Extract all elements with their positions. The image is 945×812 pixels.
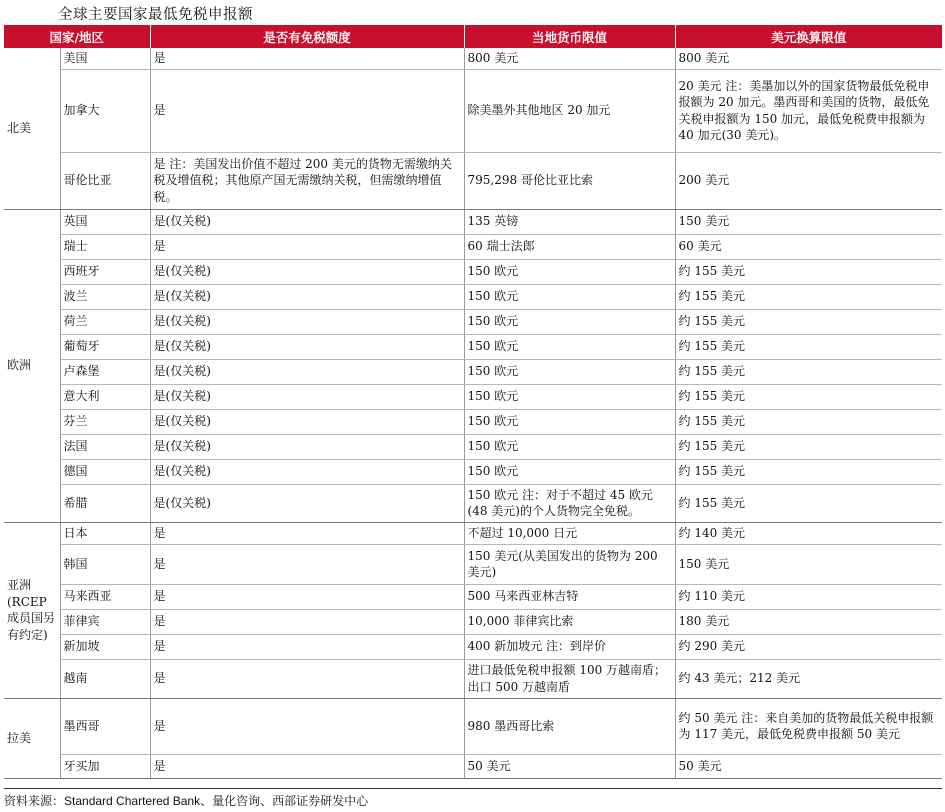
exempt-cell: 是 [150, 698, 464, 754]
table-row [4, 152, 942, 209]
usd-limit-cell: 180 美元 [675, 609, 942, 634]
exempt-cell: 是 注：美国发出价值不超过 200 美元的货物无需缴纳关税及增值税；其他原产国无需缴纳关税，但需缴纳增值税。 [150, 152, 464, 209]
local-limit-cell: 150 欧元 [464, 284, 675, 309]
country-cell: 墨西哥 [60, 698, 150, 754]
usd-limit-cell: 约 290 美元 [675, 634, 942, 659]
usd-limit-cell: 约 155 美元 [675, 459, 942, 484]
table-row [4, 48, 942, 69]
table-row [4, 234, 942, 259]
exempt-cell: 是 [150, 754, 464, 778]
exempt-cell: 是(仅关税) [150, 384, 464, 409]
table-row [4, 309, 942, 334]
local-limit-cell: 除美墨外其他地区 20 加元 [464, 69, 675, 152]
country-cell: 英国 [60, 209, 150, 234]
exempt-cell: 是(仅关税) [150, 484, 464, 522]
usd-limit-cell: 约 110 美元 [675, 584, 942, 609]
local-limit-cell: 980 墨西哥比索 [464, 698, 675, 754]
table-row [4, 544, 942, 584]
country-cell: 美国 [60, 48, 150, 69]
header-country: 国家/地区 [4, 25, 150, 48]
table-row [4, 384, 942, 409]
exempt-cell: 是 [150, 609, 464, 634]
table-row [4, 584, 942, 609]
usd-limit-cell: 60 美元 [675, 234, 942, 259]
usd-limit-cell: 约 155 美元 [675, 409, 942, 434]
exempt-cell: 是(仅关税) [150, 284, 464, 309]
usd-limit-cell: 约 155 美元 [675, 359, 942, 384]
header-local: 当地货币限值 [464, 25, 675, 48]
exempt-cell: 是(仅关税) [150, 309, 464, 334]
table-row [4, 359, 942, 384]
table-row [4, 698, 942, 754]
local-limit-cell: 150 欧元 [464, 309, 675, 334]
table-row [4, 334, 942, 359]
table-row [4, 459, 942, 484]
local-limit-cell: 不超过 10,000 日元 [464, 522, 675, 544]
usd-limit-cell: 约 155 美元 [675, 284, 942, 309]
source-label: 资料来源： [4, 794, 65, 808]
usd-limit-cell: 约 140 美元 [675, 522, 942, 544]
region-cell: 北美 [4, 48, 60, 209]
local-limit-cell: 150 欧元 [464, 334, 675, 359]
usd-limit-cell: 200 美元 [675, 152, 942, 209]
local-limit-cell: 135 英镑 [464, 209, 675, 234]
exempt-cell: 是 [150, 634, 464, 659]
usd-limit-cell: 约 43 美元；212 美元 [675, 659, 942, 698]
exempt-cell: 是 [150, 659, 464, 698]
header-usd: 美元换算限值 [675, 25, 942, 48]
usd-limit-cell: 150 美元 [675, 544, 942, 584]
table-row [4, 634, 942, 659]
local-limit-cell: 50 美元 [464, 754, 675, 778]
table-row [4, 434, 942, 459]
country-cell: 法国 [60, 434, 150, 459]
region-cell: 欧洲 [4, 209, 60, 522]
local-limit-cell: 150 欧元 [464, 434, 675, 459]
country-cell: 日本 [60, 522, 150, 544]
exempt-cell: 是 [150, 522, 464, 544]
local-limit-cell: 400 新加坡元 注：到岸价 [464, 634, 675, 659]
exempt-cell: 是 [150, 584, 464, 609]
country-cell: 意大利 [60, 384, 150, 409]
table-body [4, 48, 942, 778]
footer-rule [4, 788, 942, 789]
source-text: Standard Chartered Bank、量化咨询、西部证券研发中心 [64, 794, 369, 808]
country-cell: 瑞士 [60, 234, 150, 259]
local-limit-cell: 500 马来西亚林吉特 [464, 584, 675, 609]
country-cell: 西班牙 [60, 259, 150, 284]
usd-limit-cell: 约 155 美元 [675, 259, 942, 284]
exempt-cell: 是 [150, 234, 464, 259]
country-cell: 德国 [60, 459, 150, 484]
country-cell: 波兰 [60, 284, 150, 309]
local-limit-cell: 60 瑞士法郎 [464, 234, 675, 259]
usd-limit-cell: 约 155 美元 [675, 434, 942, 459]
country-cell: 加拿大 [60, 69, 150, 152]
country-cell: 韩国 [60, 544, 150, 584]
table-row [4, 522, 942, 544]
usd-limit-cell: 150 美元 [675, 209, 942, 234]
country-cell: 哥伦比亚 [60, 152, 150, 209]
exempt-cell: 是(仅关税) [150, 334, 464, 359]
table-row [4, 284, 942, 309]
local-limit-cell: 795,298 哥伦比亚比索 [464, 152, 675, 209]
table-row [4, 484, 942, 522]
table-row [4, 209, 942, 234]
exempt-cell: 是(仅关税) [150, 359, 464, 384]
table-title: 全球主要国家最低免税申报额 [58, 7, 253, 23]
country-cell: 葡萄牙 [60, 334, 150, 359]
country-cell: 希腊 [60, 484, 150, 522]
country-cell: 新加坡 [60, 634, 150, 659]
region-cell: 拉美 [4, 698, 60, 778]
usd-limit-cell: 约 155 美元 [675, 384, 942, 409]
local-limit-cell: 150 欧元 [464, 459, 675, 484]
country-cell: 牙买加 [60, 754, 150, 778]
table-row [4, 69, 942, 152]
table-row [4, 409, 942, 434]
country-cell: 菲律宾 [60, 609, 150, 634]
usd-limit-cell: 约 155 美元 [675, 334, 942, 359]
country-cell: 马来西亚 [60, 584, 150, 609]
tax-threshold-table [4, 25, 942, 779]
table-row [4, 659, 942, 698]
exempt-cell: 是(仅关税) [150, 259, 464, 284]
country-cell: 越南 [60, 659, 150, 698]
exempt-cell: 是 [150, 48, 464, 69]
local-limit-cell: 150 欧元 [464, 384, 675, 409]
exempt-cell: 是(仅关税) [150, 459, 464, 484]
country-cell: 荷兰 [60, 309, 150, 334]
local-limit-cell: 进口最低免税申报额 100 万越南盾；出口 500 万越南盾 [464, 659, 675, 698]
country-cell: 卢森堡 [60, 359, 150, 384]
country-cell: 芬兰 [60, 409, 150, 434]
local-limit-cell: 150 欧元 [464, 259, 675, 284]
header-exempt: 是否有免税额度 [150, 25, 464, 48]
local-limit-cell: 150 欧元 [464, 409, 675, 434]
local-limit-cell: 150 欧元 注：对于不超过 45 欧元(48 美元)的个人货物完全免税。 [464, 484, 675, 522]
usd-limit-cell: 约 50 美元 注：来自美加的货物最低关税申报额为 117 美元，最低免税费申报额 50 美元 [675, 698, 942, 754]
source-note [4, 792, 368, 809]
usd-limit-cell: 约 155 美元 [675, 309, 942, 334]
local-limit-cell: 10,000 菲律宾比索 [464, 609, 675, 634]
region-cell: 亚洲(RCEP成员国另有约定) [4, 522, 60, 698]
usd-limit-cell: 50 美元 [675, 754, 942, 778]
table-header-row [4, 25, 942, 48]
exempt-cell: 是 [150, 69, 464, 152]
exempt-cell: 是(仅关税) [150, 209, 464, 234]
local-limit-cell: 150 欧元 [464, 359, 675, 384]
exempt-cell: 是(仅关税) [150, 409, 464, 434]
usd-limit-cell: 20 美元 注：美墨加以外的国家货物最低免税申报额为 20 加元。墨西哥和美国的货物，最低免关税申报额为 150 加元，最低免税费申报额为 40 加元(30 美元)。 [675, 69, 942, 152]
table-row [4, 609, 942, 634]
table-row [4, 754, 942, 778]
exempt-cell: 是(仅关税) [150, 434, 464, 459]
local-limit-cell: 150 美元(从美国发出的货物为 200 美元) [464, 544, 675, 584]
table-row [4, 259, 942, 284]
usd-limit-cell: 800 美元 [675, 48, 942, 69]
usd-limit-cell: 约 155 美元 [675, 484, 942, 522]
local-limit-cell: 800 美元 [464, 48, 675, 69]
exempt-cell: 是 [150, 544, 464, 584]
